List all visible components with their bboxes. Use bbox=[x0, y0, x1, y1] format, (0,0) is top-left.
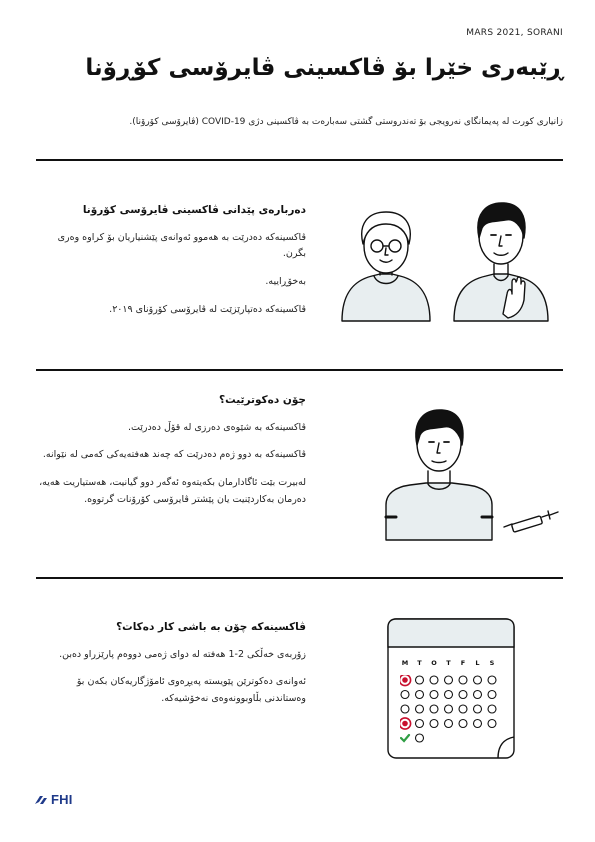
section-paragraph: ئەوانەی دەکوترێن پێویستە پەیڕەوی ئامۆژگاریەکان بکەن بۆ وەستاندنی بڵاوبوونەوەی نەخۆشیەکە. bbox=[76, 676, 306, 704]
calendar-day bbox=[445, 691, 453, 699]
divider bbox=[36, 159, 563, 161]
section-administration bbox=[36, 393, 306, 519]
section-effectiveness bbox=[36, 620, 306, 719]
meta-label: MARS 2021, SORANI bbox=[466, 28, 563, 38]
calendar-day bbox=[459, 691, 467, 699]
calendar-day bbox=[401, 691, 409, 699]
calendar-day bbox=[474, 691, 482, 699]
calendar-day bbox=[459, 676, 467, 684]
people-illustration bbox=[336, 196, 566, 326]
calendar-weekday-label: L bbox=[475, 659, 480, 667]
calendar-day bbox=[488, 720, 496, 728]
section-about bbox=[36, 203, 306, 329]
section-paragraph: بەخۆڕاییە. bbox=[265, 275, 306, 287]
calendar-illustration bbox=[386, 617, 516, 760]
calendar-day bbox=[430, 676, 438, 684]
calendar-day bbox=[474, 705, 482, 713]
section-heading: ڤاکسینەکە چۆن بە باشی کار دەکات؟ bbox=[116, 621, 306, 633]
calendar-day bbox=[416, 720, 424, 728]
calendar-weekday-label: S bbox=[489, 659, 495, 667]
calendar-day bbox=[430, 691, 438, 699]
calendar-day bbox=[416, 734, 424, 742]
section-paragraph: ڤاکسینەکە دەتپارێزێت لە ڤایرۆسی کۆرۆنای ٢٠١٩. bbox=[109, 303, 306, 315]
section-paragraph: لەبیرت بێت ئاگادارمان بکەیتەوە ئەگەر دوو گیانیت، هەستیاریت هەیە، دەرمان بەکاردێنیت یان پێشتر ڤایرۆسی کۆرۆنات گرتووە. bbox=[39, 476, 306, 505]
calendar-day bbox=[474, 720, 482, 728]
intro-text: زانیاری کورت لە پەیمانگای نەرویجی بۆ تەندروستی گشتی سەبارەت بە ڤاکسینی دژی COVID-19 (ڤایرۆسی کۆرۆنا). bbox=[129, 117, 563, 127]
calendar-day bbox=[459, 705, 467, 713]
vaccination-illustration bbox=[380, 405, 570, 545]
section-paragraph: زۆربەی خەڵکی 2-1 هەفتە لە دوای ژەمی دووەم پارێزراو دەبن. bbox=[59, 648, 306, 660]
calendar-day bbox=[445, 676, 453, 684]
section-paragraph: ڤاکسینەکە بە شێوەی دەرزی لە قۆڵ دەدرێت. bbox=[127, 421, 306, 433]
calendar-check-icon bbox=[401, 735, 409, 741]
calendar-weekday-label: M bbox=[401, 659, 409, 667]
calendar-dose-day bbox=[402, 677, 408, 683]
calendar-day bbox=[488, 676, 496, 684]
section-heading: دەربارەی پێدانی ڤاکسینی ڤایرۆسی کۆرۆنا bbox=[82, 204, 306, 216]
calendar-weekday-label: T bbox=[446, 659, 451, 667]
calendar-day bbox=[416, 691, 424, 699]
calendar-day bbox=[445, 705, 453, 713]
calendar-days-svg bbox=[400, 675, 502, 755]
calendar-day bbox=[416, 705, 424, 713]
section-paragraph: ڤاکسینەکە دەدرێت بە هەموو ئەوانەی پێشنیاریان بۆ کراوە وەری بگرن. bbox=[57, 231, 306, 260]
fhi-logo-text: FHI bbox=[51, 792, 73, 807]
divider bbox=[36, 369, 563, 371]
fhi-logo bbox=[34, 792, 73, 807]
section-paragraph: ڤاکسینەکە بە دوو ژەم دەدرێت کە چەند هەفتەیەکی کەمی لە نێوانە. bbox=[42, 449, 306, 461]
calendar-weekday-label: O bbox=[431, 659, 437, 667]
section-heading: چۆن دەکوترێیت؟ bbox=[219, 394, 306, 406]
page-title: ڕێبەری خێرا بۆ ڤاکسینی ڤایرۆسی کۆڕۆنا bbox=[85, 55, 563, 81]
calendar-day bbox=[459, 720, 467, 728]
calendar-grid bbox=[400, 675, 502, 755]
calendar-day bbox=[488, 705, 496, 713]
calendar-day bbox=[445, 720, 453, 728]
calendar-day bbox=[416, 676, 424, 684]
divider bbox=[36, 577, 563, 579]
calendar-weekday-label: F bbox=[460, 659, 466, 667]
calendar-day bbox=[430, 720, 438, 728]
calendar-day bbox=[430, 705, 438, 713]
calendar-day bbox=[401, 705, 409, 713]
calendar-weekday-label: T bbox=[417, 659, 422, 667]
calendar-day bbox=[474, 676, 482, 684]
fhi-logo-mark-icon bbox=[34, 794, 48, 806]
calendar-dose-day bbox=[402, 721, 408, 727]
calendar-weekdays bbox=[400, 659, 502, 671]
calendar-day bbox=[488, 691, 496, 699]
